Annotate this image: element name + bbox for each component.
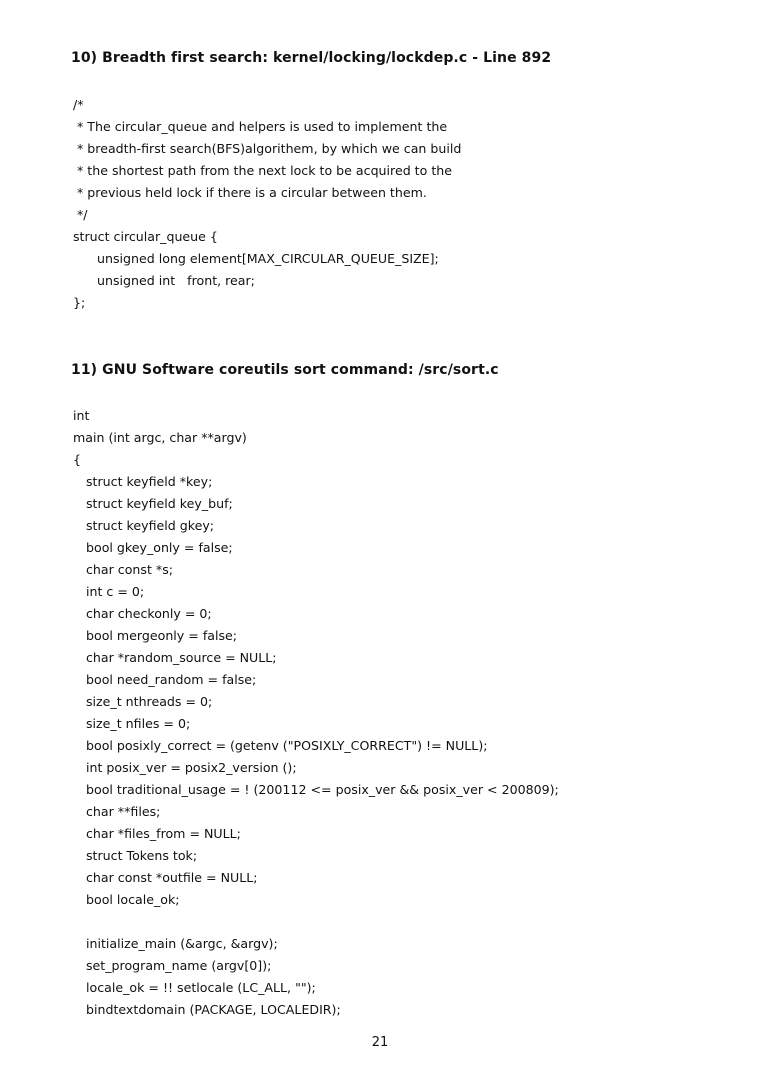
code-line: bool gkey_only = false;	[86, 540, 233, 555]
code-line: * The circular_queue and helpers is used to implement the	[73, 119, 448, 134]
section-11-heading: 11) GNU Software coreutils sort command: /src/sort.c	[71, 362, 499, 378]
code-line: bool traditional_usage = ! (200112 <= posix_ver && posix_ver < 200809);	[86, 782, 559, 797]
code-line: bool need_random = false;	[86, 672, 257, 687]
code-line: int posix_ver = posix2_version ();	[86, 760, 297, 775]
code-line: unsigned long element[MAX_CIRCULAR_QUEUE_SIZE];	[97, 251, 439, 266]
code-line: set_program_name (argv[0]);	[86, 958, 272, 973]
code-line: bindtextdomain (PACKAGE, LOCALEDIR);	[86, 1002, 341, 1017]
code-line: * previous held lock if there is a circular between them.	[73, 185, 427, 200]
code-line: char const *s;	[86, 562, 174, 577]
code-line: * breadth-first search(BFS)algorithem, by which we can build	[73, 141, 462, 156]
section-10-heading: 10) Breadth first search: kernel/locking/lockdep.c - Line 892	[71, 50, 552, 66]
code-line: struct Tokens tok;	[86, 848, 198, 863]
code-line: char *random_source = NULL;	[86, 650, 277, 665]
code-line: struct keyfield gkey;	[86, 518, 215, 533]
code-line: locale_ok = !! setlocale (LC_ALL, "");	[86, 980, 316, 995]
code-line: bool locale_ok;	[86, 892, 180, 907]
code-line: */	[73, 207, 88, 222]
code-line: char checkonly = 0;	[86, 606, 212, 621]
code-line: bool posixly_correct = (getenv ("POSIXLY_CORRECT") != NULL);	[86, 738, 488, 753]
page-number: 21	[371, 1035, 389, 1050]
code-line: {	[73, 452, 82, 467]
code-line: unsigned int front, rear;	[97, 273, 255, 288]
code-line: size_t nfiles = 0;	[86, 716, 191, 731]
code-line: struct keyfield key_buf;	[86, 496, 233, 511]
code-line: size_t nthreads = 0;	[86, 694, 213, 709]
code-line: char **files;	[86, 804, 161, 819]
code-line: int c = 0;	[86, 584, 145, 599]
code-line: struct circular_queue {	[73, 229, 218, 244]
code-line: * the shortest path from the next lock to be acquired to the	[73, 163, 452, 178]
code-line: /*	[73, 97, 84, 112]
code-line: };	[73, 295, 86, 310]
code-line: char const *outfile = NULL;	[86, 870, 258, 885]
code-line: int	[73, 408, 90, 423]
code-line: char *files_from = NULL;	[86, 826, 241, 841]
code-line: struct keyfield *key;	[86, 474, 213, 489]
code-line: bool mergeonly = false;	[86, 628, 238, 643]
code-line: main (int argc, char **argv)	[73, 430, 247, 445]
code-line: initialize_main (&argc, &argv);	[86, 936, 278, 951]
